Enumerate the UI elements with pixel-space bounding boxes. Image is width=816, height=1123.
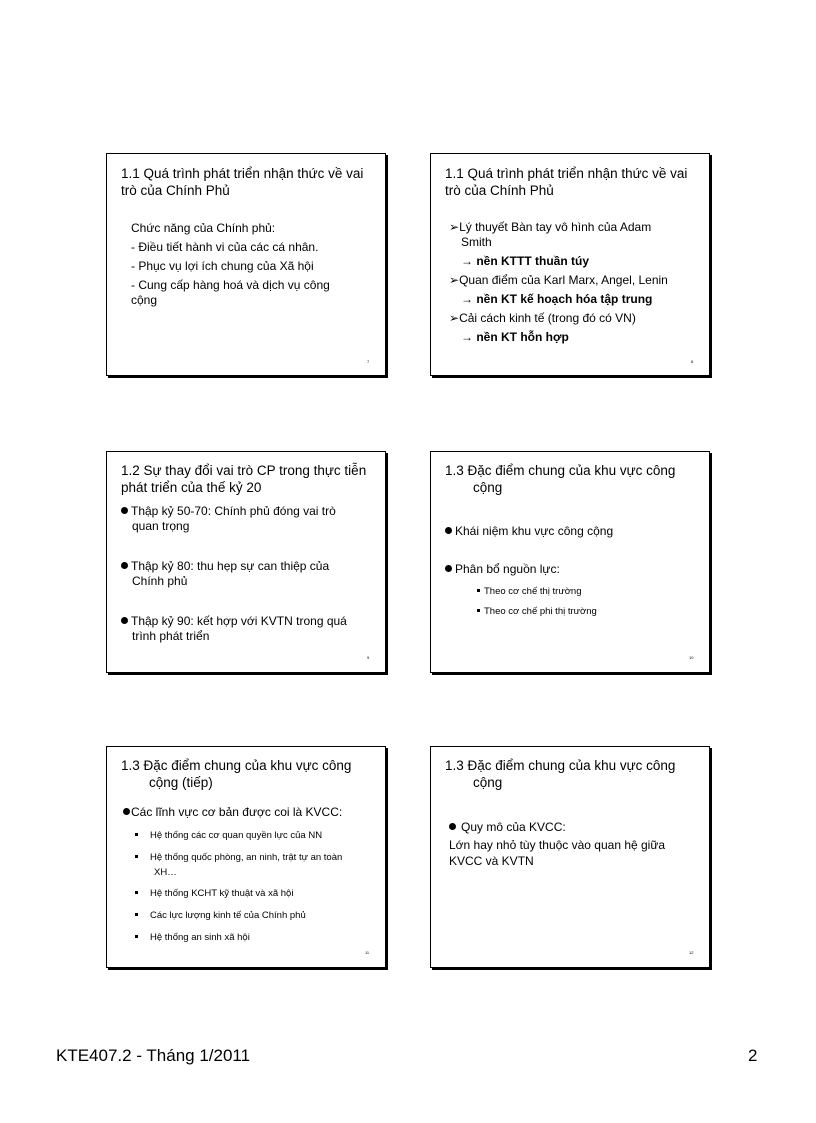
arrowhead-bullet-icon: ➢: [449, 311, 460, 325]
title-line: 1.1 Quá trình phát triển nhận thức về vai: [121, 166, 364, 181]
list-item: → nền KT hỗn hợp: [461, 330, 569, 344]
slide-title: [121, 165, 363, 199]
square-bullet-icon: [477, 609, 480, 612]
bullet-dot-icon: [445, 527, 452, 534]
list-item: Khái niệm khu vực công cộng: [445, 524, 613, 539]
title-line: 1.2 Sự thay đổi vai trò CP trong thực tiễn: [121, 463, 367, 478]
text-line: - Điều tiết hành vi của các cá nhân.: [131, 240, 319, 254]
arrowhead-bullet-icon: ➢: [449, 273, 460, 287]
slide-title: [445, 165, 687, 199]
list-item: → nền KT kế hoạch hóa tập trung: [461, 292, 653, 306]
list-item: → nền KTTT thuần túy: [461, 254, 589, 268]
bullet-dot-icon: [123, 808, 130, 815]
slide-title: [445, 462, 675, 496]
page-number: 7: [367, 359, 370, 364]
square-bullet-icon: [135, 935, 138, 938]
page-number: 10: [689, 655, 694, 660]
text-line: Lớn hay nhỏ tùy thuộc vào quan hệ giữa: [449, 838, 666, 852]
text-line: KVCC và KVTN: [449, 854, 534, 868]
list-item: Phân bổ nguồn lực:: [445, 562, 560, 577]
list-item: Các lĩnh vực cơ bản được coi là KVCC:: [123, 805, 342, 820]
square-bullet-icon: [135, 833, 138, 836]
slide-8: [430, 153, 710, 376]
text-line: - Phục vụ lợi ích chung của Xã hội: [131, 259, 314, 273]
title-line: 1.3 Đặc điểm chung của khu vực công: [445, 758, 676, 773]
list-item-cont: trình phát triển: [132, 629, 210, 643]
title-line: cộng: [473, 480, 503, 495]
bullet-dot-icon: [445, 565, 452, 572]
title-line: phát triển của thế kỷ 20: [121, 480, 262, 495]
list-item: Thập kỷ 90: kết hợp với KVTN trong quá: [121, 614, 347, 629]
right-arrow-icon: →: [461, 330, 473, 344]
list-item: Thập kỷ 50-70: Chính phủ đóng vai trò: [121, 504, 336, 519]
page-number: 8: [691, 359, 694, 364]
sub-item: Theo cơ chế phi thị trường: [477, 604, 597, 619]
arrowhead-bullet-icon: ➢: [449, 220, 460, 234]
square-bullet-icon: [135, 891, 138, 894]
list-item-cont: quan trọng: [132, 519, 190, 533]
title-line: 1.3 Đặc điểm chung của khu vực công: [121, 758, 352, 773]
sub-item: Theo cơ chế thị trường: [477, 584, 582, 599]
slide-7: [106, 153, 386, 376]
slide-10: [430, 451, 710, 673]
title-line: 1.1 Quá trình phát triển nhận thức về vai: [445, 166, 688, 181]
bullet-dot-icon: [121, 507, 128, 514]
right-arrow-icon: →: [461, 292, 473, 306]
sub-item: Hệ thống an sinh xã hội: [135, 930, 250, 945]
list-item: ➢Quan điểm của Karl Marx, Angel, Lenin: [449, 273, 668, 287]
list-item-cont: Chính phủ: [132, 574, 188, 588]
text-line: cộng: [131, 293, 158, 307]
right-arrow-icon: →: [461, 254, 473, 268]
list-item: Thập kỷ 80: thu hẹp sự can thiệp của: [121, 559, 329, 574]
page-number: 9: [367, 655, 370, 660]
footer-page-number: 2: [748, 1046, 758, 1065]
square-bullet-icon: [477, 589, 480, 592]
title-line: cộng: [473, 775, 503, 790]
slide-title: [445, 757, 675, 791]
page-number: 11: [365, 950, 370, 955]
bullet-dot-icon: [121, 617, 128, 624]
page-number: 12: [689, 950, 694, 955]
text-line: Chức năng của Chính phủ:: [131, 221, 276, 235]
bullet-dot-icon: [121, 562, 128, 569]
bullet-dot-icon: [449, 823, 456, 830]
sub-item: Hệ thống quốc phòng, an ninh, trật tự an toàn: [135, 850, 342, 865]
slide-title: [121, 757, 351, 791]
sub-item: Các lực lượng kinh tế của Chính phủ: [135, 908, 306, 923]
title-line: trò của Chính Phủ: [445, 183, 554, 198]
sub-item: Hệ thống các cơ quan quyền lực của NN: [135, 828, 322, 843]
footer-course-code: KTE407.2 - Tháng 1/2011: [56, 1046, 251, 1065]
sub-item-cont: XH…: [154, 867, 177, 878]
slide-title: [121, 462, 366, 496]
sub-item: Hệ thống KCHT kỹ thuật và xã hội: [135, 886, 293, 901]
square-bullet-icon: [135, 855, 138, 858]
list-item: ➢Cải cách kinh tế (trong đó có VN): [449, 311, 636, 325]
list-item: Smith: [461, 235, 492, 249]
square-bullet-icon: [135, 913, 138, 916]
title-line: 1.3 Đặc điểm chung của khu vực công: [445, 463, 676, 478]
title-line: trò của Chính Phủ: [121, 183, 230, 198]
slide-12: [430, 746, 710, 968]
slide-11: [106, 746, 386, 968]
title-line: cộng (tiếp): [149, 775, 213, 790]
list-item: ➢Lý thuyết Bàn tay vô hình của Adam: [449, 220, 652, 234]
list-item: Quy mô của KVCC:: [449, 820, 566, 835]
text-line: - Cung cấp hàng hoá và dịch vụ công: [131, 278, 330, 292]
slide-9: [106, 451, 386, 673]
